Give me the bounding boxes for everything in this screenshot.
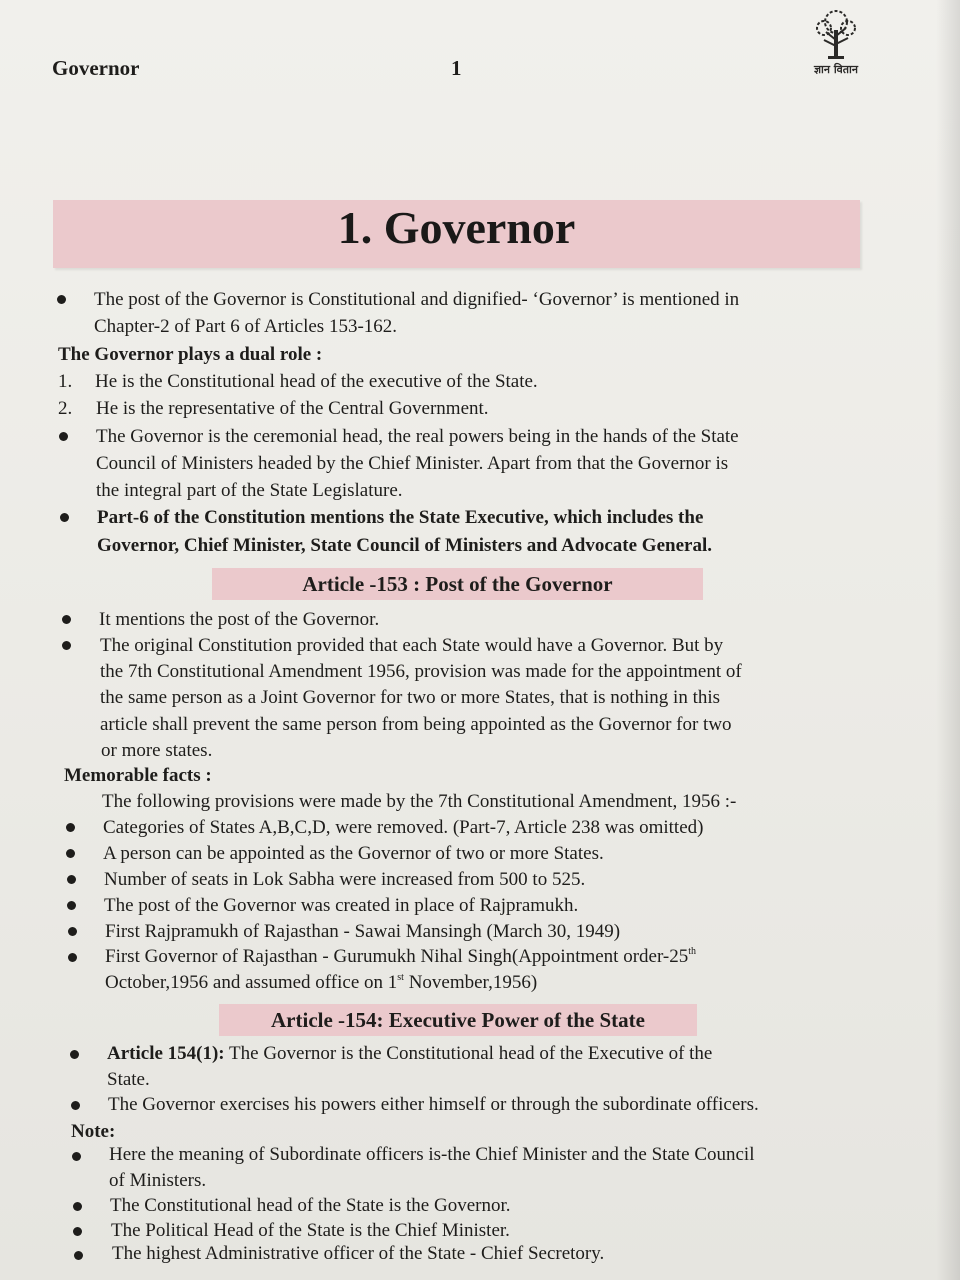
article-153-banner: [212, 568, 703, 600]
role-2-text: He is the representative of the Central Government.: [96, 398, 489, 419]
publisher-logo: [806, 6, 866, 86]
intro-bullet-1-line-1: The post of the Governor is Constitutional and dignified- ‘Governor’ is mentioned in: [94, 289, 740, 310]
article-153-bullet-2-line-1: The original Constitution provided that each State would have a Governor. But by: [100, 635, 724, 656]
role-1-number: 1.: [58, 371, 73, 392]
note-1-line-1: Here the meaning of Subordinate officers is-the Chief Minister and the State Council: [109, 1144, 755, 1165]
memorable-fact-item: A person can be appointed as the Governor of two or more States.: [103, 843, 604, 864]
memorable-fact-last-text-2b: November,1956): [403, 972, 538, 993]
superscript-st: st: [397, 972, 404, 983]
article-154-clause-line-2: State.: [107, 1069, 150, 1090]
bullet-icon: [66, 823, 75, 832]
article-153-bullet-2-line-4: article shall prevent the same person from being appointed as the Governor for two: [100, 714, 732, 735]
bullet-icon: [74, 1251, 83, 1260]
page-edge-shadow: [936, 0, 960, 1280]
superscript-th: th: [688, 946, 697, 957]
running-head: Governor: [52, 56, 140, 80]
article-154-banner: [219, 1004, 697, 1036]
article-154-title: Article -154: Executive Power of the State: [271, 1008, 645, 1032]
role-2-number: 2.: [58, 398, 73, 419]
bullet-icon: [59, 432, 68, 441]
intro-bullet-3-line-1: Part-6 of the Constitution mentions the State Executive, which includes the: [97, 507, 704, 528]
bullet-icon: [72, 1152, 81, 1161]
chapter-title: 1. Governor: [337, 202, 576, 253]
article-153-title: Article -153 : Post of the Governor: [302, 572, 613, 596]
chapter-title-banner: [53, 200, 860, 268]
memorable-fact-last-text-2a: October,1956 and assumed office on 1: [105, 972, 398, 993]
bullet-icon: [70, 1050, 79, 1059]
page-number: 1: [451, 56, 462, 80]
article-153-bullet-1: It mentions the post of the Governor.: [99, 609, 380, 630]
article-153-bullet-2-line-3: the same person as a Joint Governor for two or more States, that is nothing in this: [100, 687, 721, 708]
bullet-icon: [60, 513, 69, 522]
bullet-icon: [57, 295, 66, 304]
intro-bullet-2-line-3: the integral part of the State Legislature.: [96, 480, 403, 501]
bullet-icon: [62, 641, 71, 650]
bullet-icon: [71, 1101, 80, 1110]
intro-bullet-2-line-2: Council of Ministers headed by the Chief Minister. Apart from that the Governor is: [96, 453, 729, 474]
memorable-fact-last-line-1: [105, 945, 696, 969]
article-153-bullet-2-line-2: the 7th Constitutional Amendment 1956, provision was made for the appointment of: [100, 661, 742, 682]
logo-text: ज्ञान वितान: [813, 63, 859, 76]
article-154-clause-line-1: [107, 1042, 712, 1066]
memorable-fact-item: Categories of States A,B,C,D, were removed. (Part-7, Article 238 was omitted): [103, 817, 704, 838]
tree-logo-icon: [806, 6, 866, 62]
intro-bullet-1-line-2: Chapter-2 of Part 6 of Articles 153-162.: [94, 316, 398, 337]
intro-bullet-3-line-2: Governor, Chief Minister, State Council of Ministers and Advocate General.: [97, 535, 712, 556]
memorable-fact-item: The post of the Governor was created in place of Rajpramukh.: [104, 895, 579, 916]
memorable-facts-heading: Memorable facts :: [64, 765, 212, 786]
role-1-text: He is the Constitutional head of the executive of the State.: [95, 371, 538, 392]
memorable-fact-item: First Rajpramukh of Rajasthan - Sawai Mansingh (March 30, 1949): [105, 921, 621, 942]
memorable-fact-last-text-1: First Governor of Rajasthan - Gurumukh Nihal Singh(Appointment order-25: [105, 946, 689, 967]
memorable-facts-lead: The following provisions were made by the 7th Constitutional Amendment, 1956 :-: [102, 791, 737, 812]
note-3: The Political Head of the State is the Chief Minister.: [111, 1220, 510, 1241]
memorable-fact-item: Number of seats in Lok Sabha were increased from 500 to 525.: [104, 869, 586, 890]
article-153-bullet-2-line-5: or more states.: [101, 740, 213, 761]
note-heading: Note:: [71, 1121, 116, 1142]
intro-bullet-2-line-1: The Governor is the ceremonial head, the real powers being in the hands of the State: [96, 426, 739, 447]
bullet-icon: [73, 1202, 82, 1211]
note-2: The Constitutional head of the State is the Governor.: [110, 1195, 511, 1216]
bullet-icon: [62, 615, 71, 624]
note-1-line-2: of Ministers.: [109, 1170, 207, 1191]
dual-role-heading: The Governor plays a dual role :: [58, 344, 323, 365]
bullet-icon: [68, 927, 77, 936]
article-154-bullet-2: The Governor exercises his powers either himself or through the subordinate officers.: [108, 1094, 759, 1115]
bullet-icon: [68, 953, 77, 962]
article-154-clause-text: The Governor is the Constitutional head of the Executive of the: [224, 1043, 713, 1064]
bullet-icon: [66, 849, 75, 858]
bullet-icon: [73, 1227, 82, 1236]
memorable-fact-last-line-2: [105, 971, 537, 995]
bullet-icon: [67, 875, 76, 884]
note-4: The highest Administrative officer of the State - Chief Secretory.: [112, 1243, 605, 1264]
article-154-clause-label: Article 154(1):: [107, 1043, 225, 1064]
bullet-icon: [67, 901, 76, 910]
